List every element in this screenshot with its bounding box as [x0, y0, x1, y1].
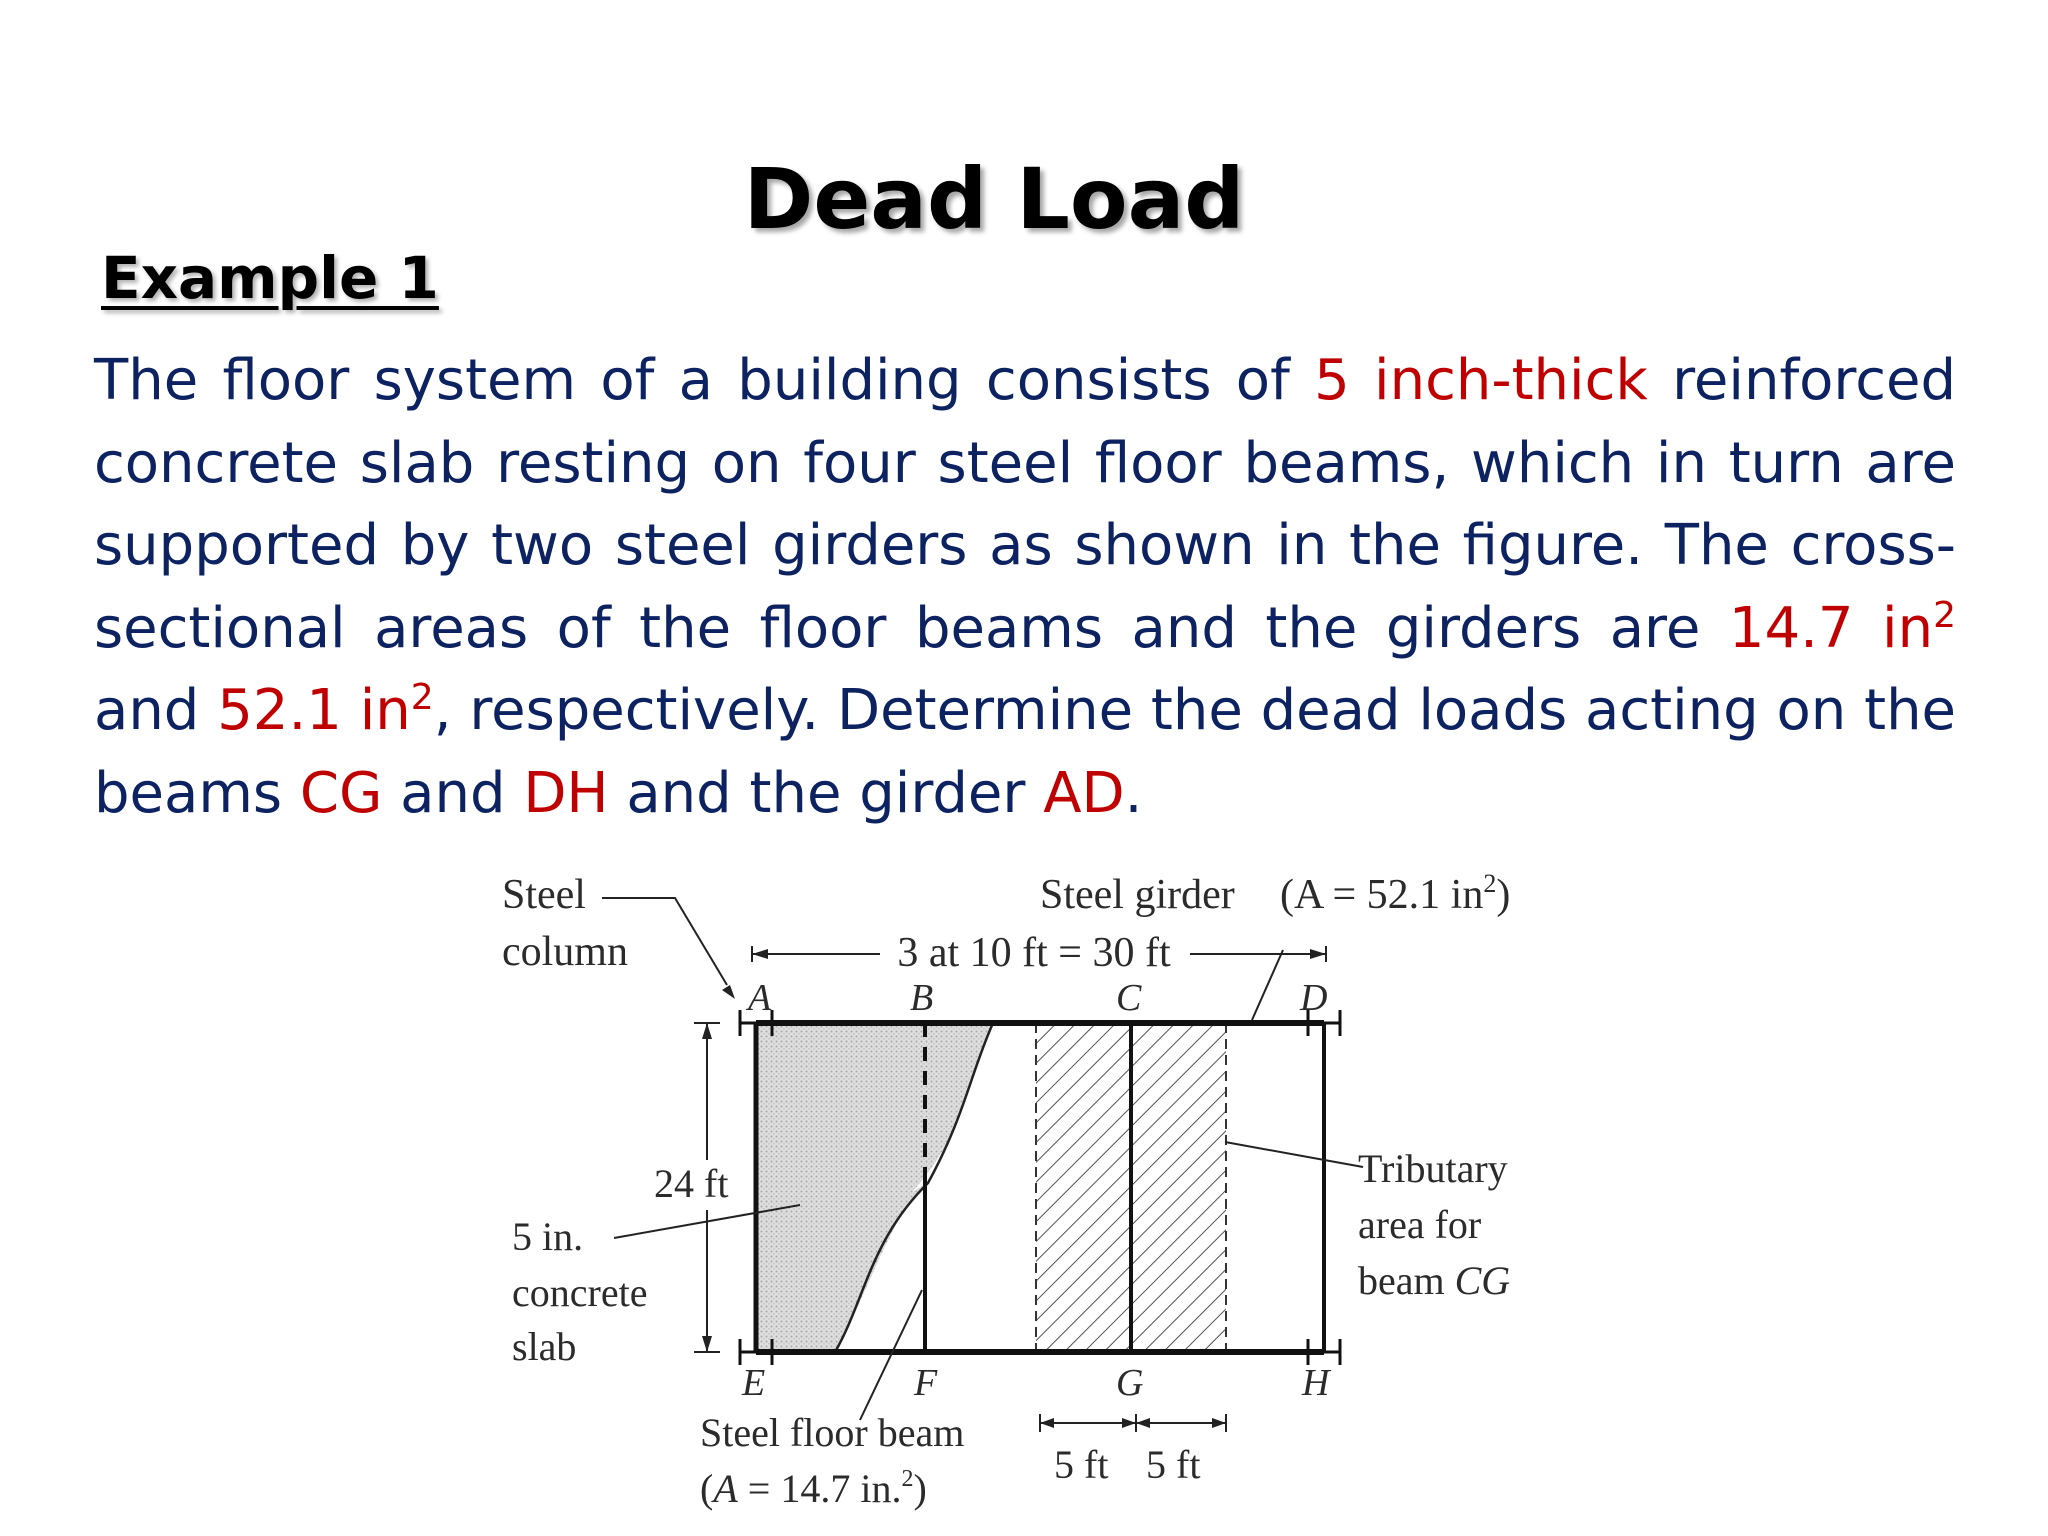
depth-arrow-bottom: [702, 1336, 712, 1352]
beam-area: 14.7 $in^2$: [1728, 594, 1957, 661]
beam-dh: DH: [523, 760, 609, 826]
node-g-label: G: [1116, 1362, 1144, 1404]
problem-statement: [94, 340, 1956, 835]
five-ft-label: 5 ft: [1054, 1442, 1109, 1487]
problem-text: reinforced concrete slab resting on four steel floor beams, which in turn are supported by two steel girders as shown in the figure. The cross-sectional areas of the floor beams and the girders are: [94, 348, 1956, 661]
five-ft-arrow-2: [1122, 1418, 1136, 1428]
problem-text: The floor system of a building consists of: [94, 348, 1315, 413]
slab-label: slab: [512, 1324, 577, 1369]
steel-girder-label: Steel girder: [1040, 872, 1235, 918]
five-ft-arrow-1: [1040, 1418, 1054, 1428]
problem-text: and: [94, 678, 218, 743]
concrete-slab-shading: [756, 1023, 993, 1352]
node-h-label: H: [1302, 1362, 1330, 1404]
floor-plan-figure: [316, 848, 1760, 1536]
slab-label: concrete: [512, 1270, 648, 1315]
node-f-label: F: [914, 1362, 938, 1404]
beam-cg: CG: [299, 760, 383, 826]
girder-area: 52.1 $in^2$: [217, 677, 434, 743]
span-arrow-left: [752, 949, 768, 959]
girder-area-label: (A = 52.1 $in^2$): [1280, 869, 1511, 918]
problem-text: and: [382, 760, 524, 826]
problem-text: , respectively. Determine the dead loads acting on the beams: [94, 678, 1957, 826]
slide-title: Dead Load: [743, 150, 1245, 248]
tributary-label: area for: [1358, 1202, 1482, 1247]
steel-column-label: Steel: [502, 872, 586, 918]
depth-dimension-label: 24 ft: [654, 1161, 729, 1206]
five-ft-label: 5 ft: [1146, 1442, 1201, 1487]
problem-text: .: [1124, 760, 1143, 826]
floor-beam-area-label: (A = 14.7 in.$^2$): [700, 1466, 927, 1511]
girder-ad: AD: [1043, 760, 1125, 826]
girder-leader: [1252, 950, 1283, 1020]
node-e-label: E: [742, 1362, 766, 1404]
five-ft-arrow-4: [1212, 1418, 1226, 1428]
column-leader-arrow: [722, 985, 735, 999]
floor-beam-label: Steel floor beam: [700, 1410, 965, 1455]
tributary-label: Tributary: [1358, 1146, 1508, 1191]
span-arrow-right: [1310, 949, 1326, 959]
steel-column-label: column: [502, 929, 628, 975]
node-b-label: B: [910, 977, 934, 1019]
node-a-label: A: [748, 977, 772, 1019]
example-heading: Example 1: [101, 244, 439, 312]
slab-label: 5 in.: [512, 1214, 584, 1259]
tributary-leader: [1225, 1142, 1363, 1167]
node-c-label: C: [1116, 977, 1142, 1019]
node-d-label: D: [1300, 977, 1328, 1019]
slab-thickness: 5 inch-thick: [1314, 348, 1648, 413]
depth-arrow-top: [702, 1023, 712, 1039]
problem-text: and the girder: [608, 760, 1044, 826]
span-dimension-label: 3 at 10 ft = 30 ft: [897, 930, 1171, 976]
five-ft-arrow-3: [1136, 1418, 1150, 1428]
tributary-label: beam CG: [1358, 1258, 1511, 1303]
